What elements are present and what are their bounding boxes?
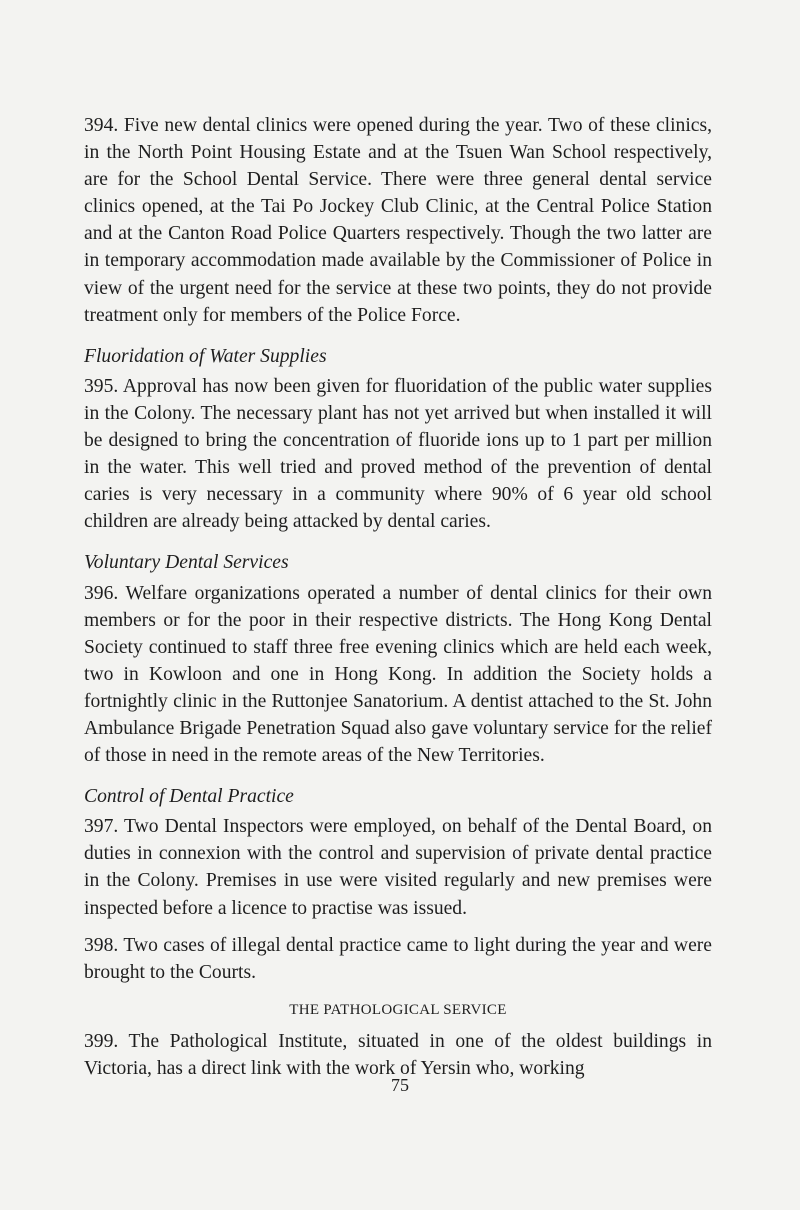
paragraph-397: 397. Two Dental Inspectors were employed, on behalf of the Dental Board, on duties in connexion with the control and supervision of private dental practice in the Colony. Premises in use were visited regularly and new premises were inspected before a licence to practise was issued. xyxy=(84,816,712,919)
heading-control-of-dental-practice: Control of Dental Practice xyxy=(84,786,294,808)
heading-voluntary-dental-services: Voluntary Dental Services xyxy=(84,552,289,574)
document-page xyxy=(84,112,712,1082)
paragraph-396: 396. Welfare organizations operated a number of dental clinics for their own members or for the poor in their respective districts. The Hong Kong Dental Society continued to staff three free evening clinics which are held each week, two in Kowloon and one in Hong Kong. In addition the Society holds a fortnightly clinic in the Ruttonjee Sanatorium. A dentist attached to the St. John Ambulance Brigade Penetration Squad also gave voluntary service for the relief of those in need in the remote areas of the New Territories. xyxy=(84,582,712,767)
section-title-pathological-service: THE PATHOLOGICAL SERVICE xyxy=(289,1001,507,1018)
paragraph-398: 398. Two cases of illegal dental practice came to light during the year and were brought to the Courts. xyxy=(84,934,712,983)
paragraph-399: 399. The Pathological Institute, situated in one of the oldest buildings in Victoria, has a direct link with the work of Yersin who, working xyxy=(84,1030,712,1079)
page-number: 75 xyxy=(391,1075,409,1095)
paragraph-394: 394. Five new dental clinics were opened during the year. Two of these clinics, in the North Point Housing Estate and at the Tsuen Wan School respectively, are for the School Dental Service. There were three general dental service clinics opened, at the Tai Po Jockey Club Clinic, at the Central Police Station and at the Canton Road Police Quarters respectively. Though the two latter are in temporary accommodation made available by the Commissioner of Police in view of the urgent need for the service at these two points, they do not provide treatment only for members of the Police Force. xyxy=(84,115,712,326)
paragraph-395: 395. Approval has now been given for fluoridation of the public water supplies in the Colony. The necessary plant has not yet arrived but when installed it will be designed to bring the concentration of fluoride ions up to 1 part per million in the water. This well tried and proved method of the prevention of dental caries is very necessary in a community where 90% of 6 year old school children are already being attacked by dental caries. xyxy=(84,375,712,533)
heading-fluoridation: Fluoridation of Water Supplies xyxy=(84,345,327,367)
